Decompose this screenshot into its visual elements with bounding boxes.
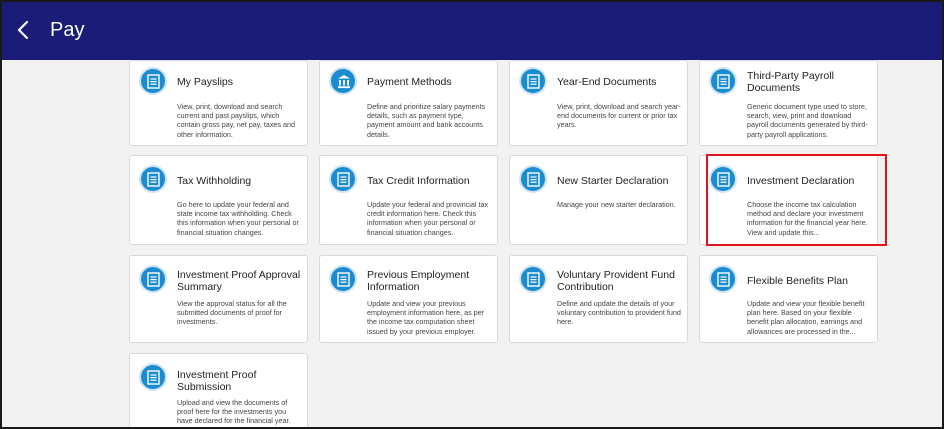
card-description: Generic document type used to store, search, view, print and download payroll documents generated by third-party payroll applications. [747,102,868,139]
document-icon [519,265,547,293]
page-header [2,2,942,60]
document-icon [139,67,167,95]
card-title: Voluntary Provident Fund Contribution [557,269,675,293]
card-year-end-documents[interactable] [509,60,688,146]
card-description: Update your federal and provincial tax credit information here. Check this information when your personal or financial situation changes. [367,200,489,237]
card-tax-credit-information[interactable] [319,155,498,245]
page-title: Pay [50,19,85,41]
document-icon [709,265,737,293]
card-description: Update and view your previous employment information here, as per the income tax computation sheet issued by your previous employer. [367,299,485,336]
document-icon [519,67,547,95]
document-icon [329,165,357,193]
document-icon [709,67,737,95]
card-description: View, print, download and search current and past payslips, which contain gross pay, net pay, taxes and other information. [177,102,295,139]
card-investment-declaration[interactable] [699,155,878,245]
card-description: Update and view your flexible benefit plan here. Based on your flexible benefit plan allocation, earnings and allowances are processed in the... [747,299,865,336]
card-title: New Starter Declaration [557,175,669,187]
card-title: Investment Proof Submission [177,369,257,393]
card-description: Define and prioritize salary payments details, such as payment type, payment amount and bank accounts details. [367,102,486,139]
card-tax-withholding[interactable] [129,155,308,245]
card-payment-methods[interactable] [319,60,498,146]
card-description: Choose the income tax calculation method and declare your investment information for the financial year here. View and update this... [747,200,868,237]
back-button[interactable] [10,14,40,46]
card-voluntary-provident-fund-contribution[interactable] [509,255,688,343]
card-title: Year-End Documents [557,76,657,88]
card-third-party-payroll-documents[interactable] [699,60,878,146]
card-title: Investment Declaration [747,175,855,187]
card-description: Define and update the details of your voluntary contribution to provident fund here. [557,299,681,327]
card-investment-proof-approval-summary[interactable] [129,255,308,343]
document-icon [709,165,737,193]
card-description: View the approval status for all the submitted documents of proof for investments. [177,299,287,327]
card-description: Manage your new starter declaration. [557,200,676,209]
card-title: Previous Employment Information [367,269,470,293]
card-investment-proof-submission[interactable] [129,353,308,429]
document-icon [139,165,167,193]
card-title: Investment Proof Approval Summary [177,269,301,293]
document-icon [139,363,167,391]
card-title: My Payslips [177,76,234,88]
card-flexible-benefits-plan[interactable] [699,255,878,343]
bank-icon [329,67,357,95]
chevron-left-icon [16,20,30,40]
document-icon [139,265,167,293]
document-icon [519,165,547,193]
document-icon [329,265,357,293]
card-description: Go here to update your federal and state income tax withholding. Check this information when your personal or financial situation changes. [177,200,299,237]
card-description: View, print, download and search year-end documents for current or prior tax years. [557,102,681,130]
card-my-payslips[interactable] [129,60,308,146]
card-title: Tax Credit Information [367,175,470,187]
card-title: Flexible Benefits Plan [747,275,848,287]
card-title: Third-Party Payroll Documents [747,70,834,94]
card-previous-employment-information[interactable] [319,255,498,343]
card-title: Payment Methods [367,76,452,88]
card-new-starter-declaration[interactable] [509,155,688,245]
card-description: Upload and view the documents of proof here for the investments you have declared for the financial year. [177,398,291,426]
card-title: Tax Withholding [177,175,252,187]
